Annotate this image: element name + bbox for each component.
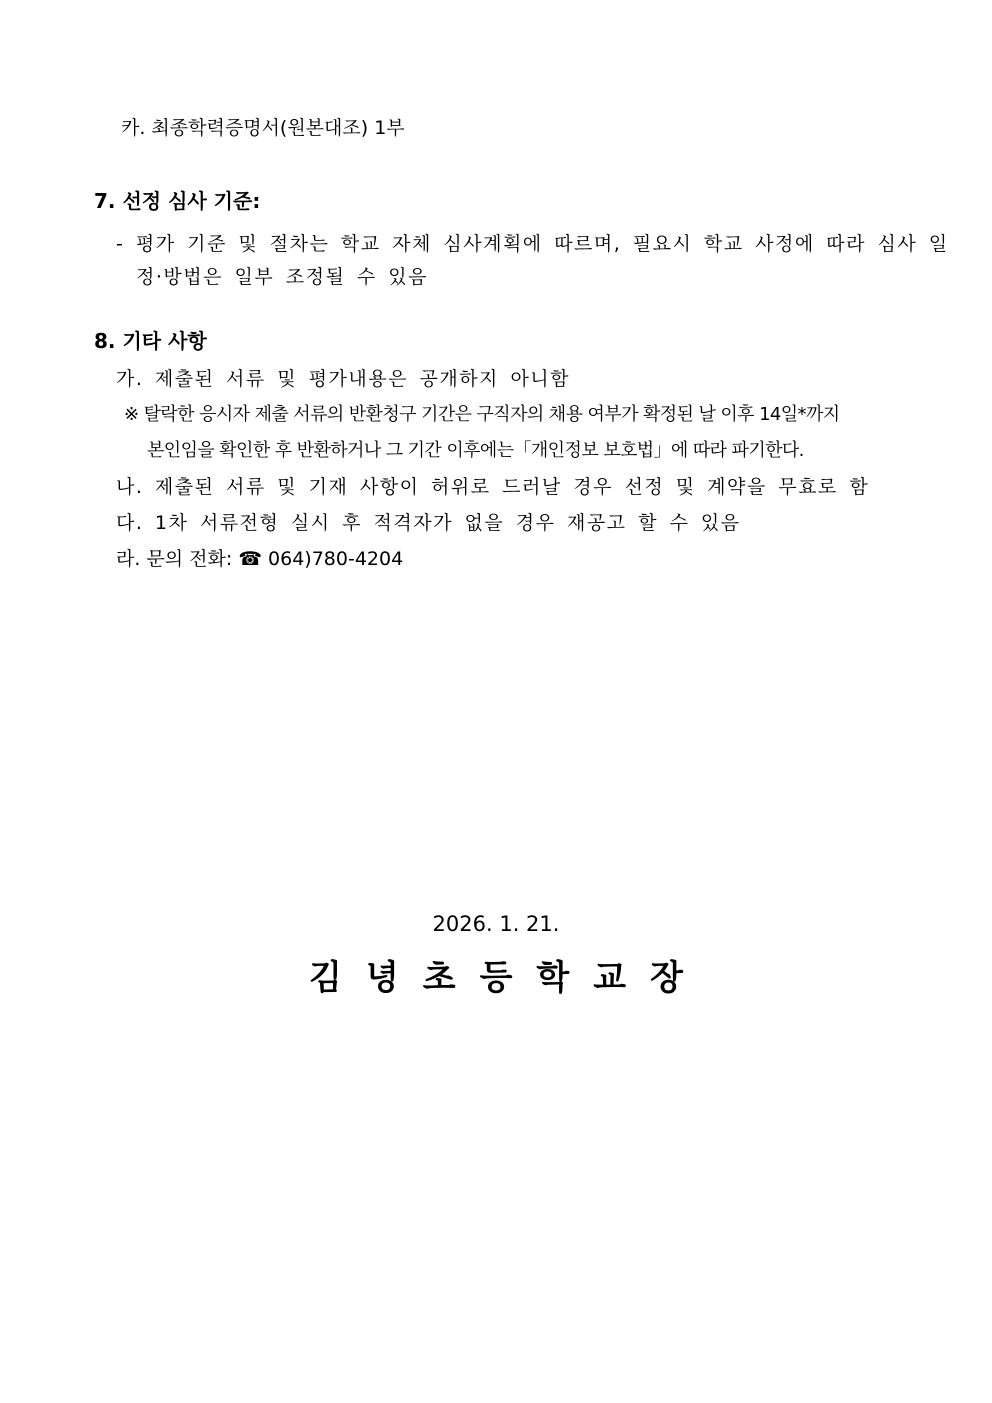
- announcement-date: 2026. 1. 21.: [432, 912, 560, 936]
- section-7-heading: 7. 선정 심사 기준:: [94, 189, 261, 213]
- item-ra-contact-phone: 라. 문의 전화: ☎ 064)780-4204: [116, 548, 404, 570]
- school-principal-signature: 김녕초등학교장: [309, 958, 707, 998]
- item-ga-nondisclosure: 가. 제출된 서류 및 평가내용은 공개하지 아니함: [116, 368, 571, 390]
- note-document-return-line-2: 본인임을 확인한 후 반환하거나 그 기간 이후에는「개인정보 보호법」에 따라 파기한다.: [147, 440, 804, 461]
- section-7-criteria-line-1: - 평가 기준 및 절차는 학교 자체 심사계획에 따르며, 필요시 학교 사정에 따라 심사 일: [116, 233, 949, 255]
- section-8-heading: 8. 기타 사항: [94, 329, 207, 353]
- item-da-re-announcement: 다. 1차 서류전형 실시 후 적격자가 없을 경우 재공고 할 수 있음: [116, 512, 741, 534]
- item-na-false-statement: 나. 제출된 서류 및 기재 사항이 허위로 드러날 경우 선정 및 계약을 무효로 함: [116, 476, 870, 498]
- item-ka-transcript: 카. 최종학력증명서(원본대조) 1부: [121, 117, 405, 139]
- section-7-criteria-line-2: 정·방법은 일부 조정될 수 있음: [136, 266, 428, 288]
- note-document-return-line-1: ※ 탈락한 응시자 제출 서류의 반환청구 기간은 구직자의 채용 여부가 확정된 날 이후 14일*까지: [124, 404, 840, 425]
